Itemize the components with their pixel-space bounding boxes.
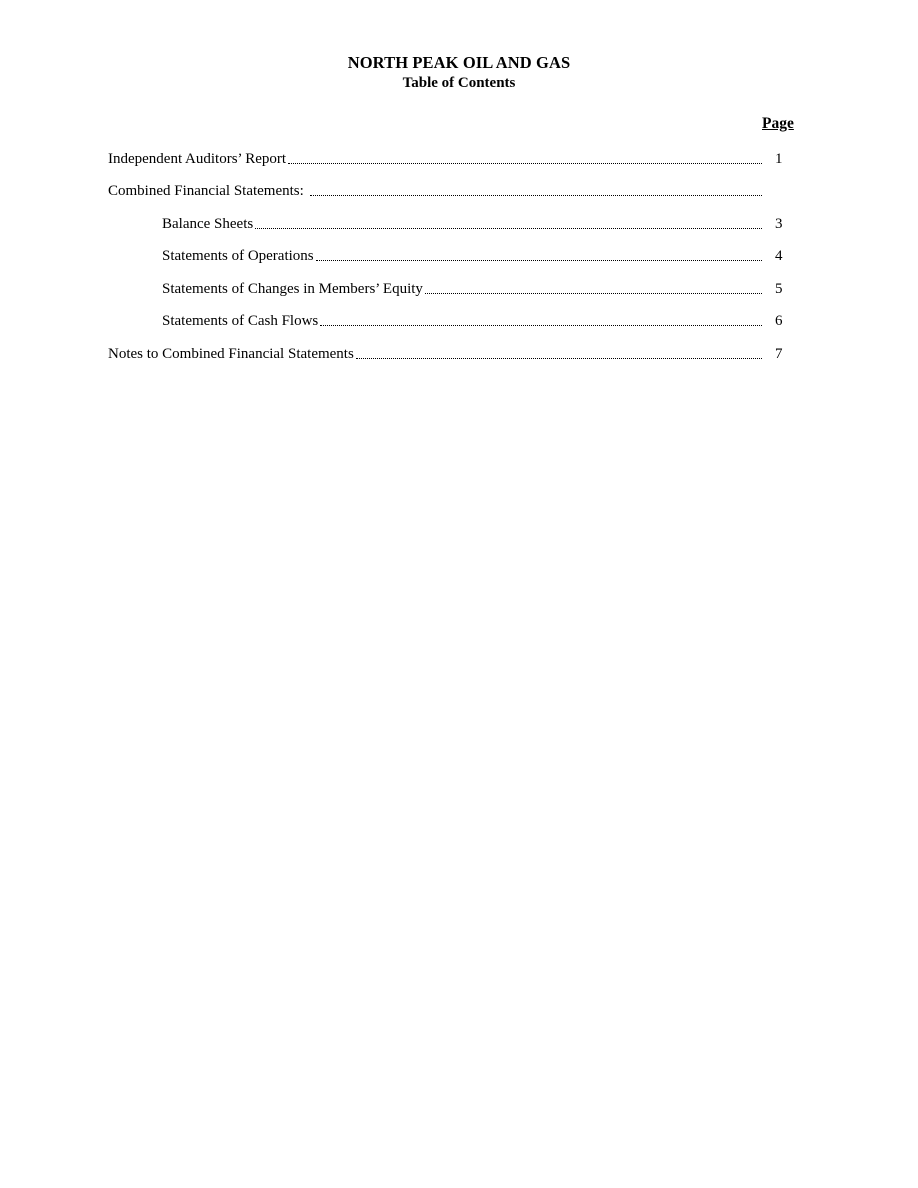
toc-entry-label: Statements of Operations [162, 248, 314, 264]
toc-entry-label: Combined Financial Statements: [108, 183, 304, 199]
toc-entry-page-number: 4 [775, 248, 783, 264]
document-subtitle: Table of Contents [402, 75, 516, 91]
dot-leader [320, 325, 762, 326]
dot-leader [310, 195, 762, 196]
toc-entry-page-number: 7 [775, 346, 783, 362]
toc-entry-independent-auditors-report [108, 148, 762, 168]
dot-leader [288, 163, 762, 164]
toc-entry-label: Balance Sheets [162, 216, 254, 232]
toc-entry-label: Statements of Changes in Members’ Equity [162, 281, 423, 297]
toc-entry-page-number: 6 [775, 313, 783, 329]
toc-entry-page-number: 5 [775, 281, 783, 297]
page-column-heading: Page [762, 115, 794, 132]
dot-leader [356, 358, 762, 359]
company-title: NORTH PEAK OIL AND GAS [347, 53, 571, 72]
toc-entry-label: Independent Auditors’ Report [108, 151, 287, 167]
toc-entry-balance-sheets [162, 213, 762, 233]
toc-entry-page-number: 1 [775, 151, 783, 167]
toc-entry-combined-financial-statements [108, 180, 762, 200]
toc-entry-statements-of-changes-in-members-equity [162, 278, 762, 298]
toc-entry-page-number: 3 [775, 216, 783, 232]
toc-entry-statements-of-operations [162, 245, 762, 265]
toc-entry-label: Statements of Cash Flows [162, 313, 319, 329]
toc-entry-label: Notes to Combined Financial Statements [108, 346, 354, 362]
dot-leader [316, 260, 762, 261]
dot-leader [425, 293, 762, 294]
toc-entry-notes-to-combined-financial-statements [108, 343, 762, 363]
toc-entry-statements-of-cash-flows [162, 310, 762, 330]
dot-leader [255, 228, 762, 229]
